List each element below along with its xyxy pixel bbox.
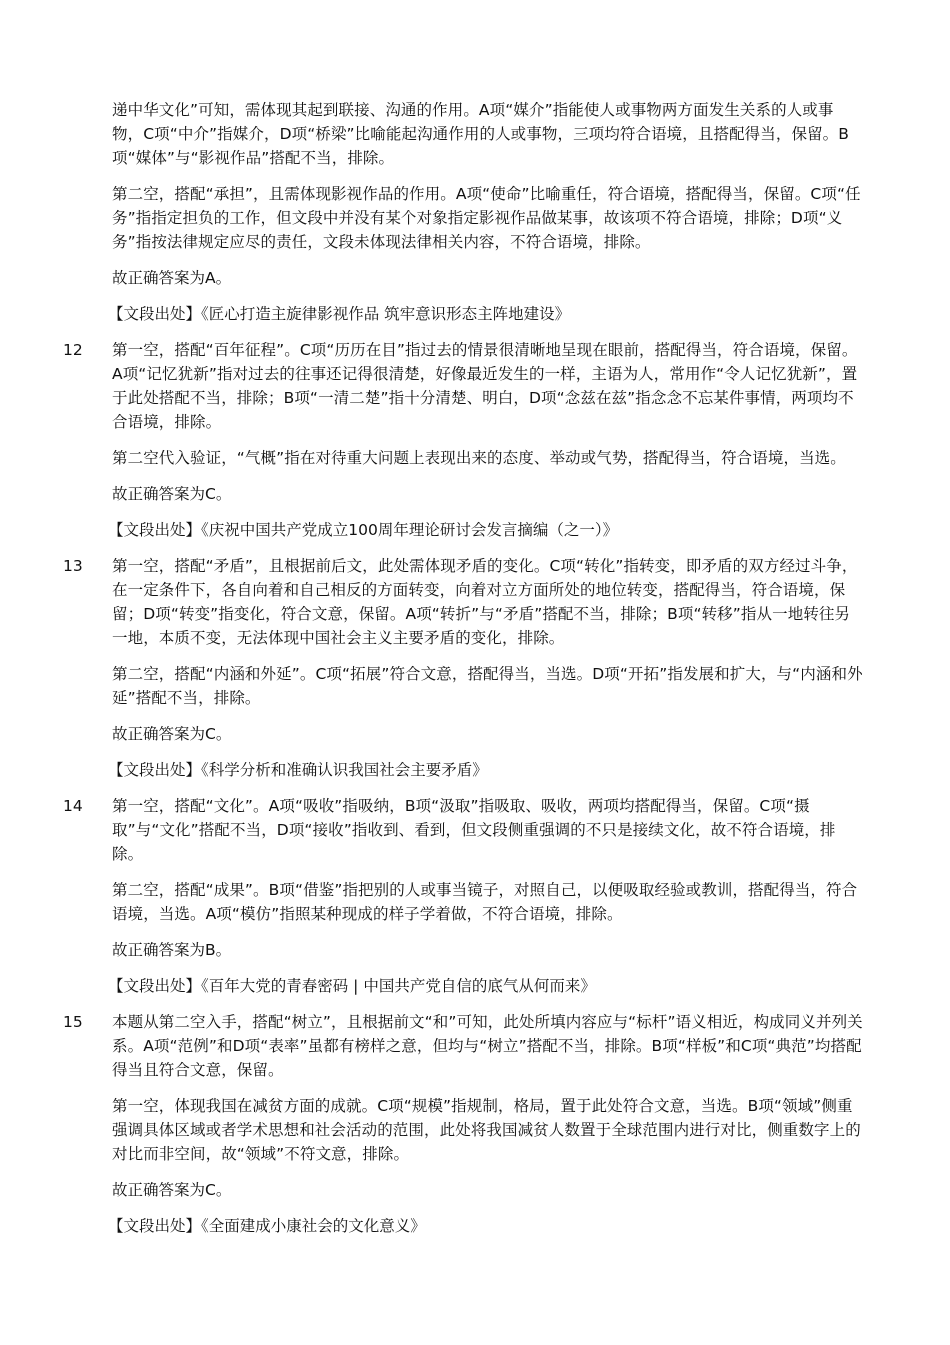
paragraph: 递中华文化”可知，需体现其起到联接、沟通的作用。A项“媒介”指能使人或事物两方面发生关系的人或事物，C项“中介”指媒介，D项“桥梁”比喻能起沟通作用的人或事物，三项均符合语境，且搭配得当，保留。B项“媒体”与“影视作品”搭配不当，排除。 bbox=[112, 101, 850, 167]
answer-line: 故正确答案为B。 bbox=[112, 941, 232, 959]
paragraph: 第二空，搭配“承担”，且需体现影视作品的作用。A项“使命”比喻重任，符合语境，搭配得当，保留。C项“任务”指指定担负的工作，但文段中并没有某个对象指定影视作品做某事，故该项不符合语境，排除；D项“义务”指按法律规定应尽的责任，文段未体现法律相关内容，不符合语境，排除。 bbox=[112, 185, 861, 251]
explanation-page bbox=[0, 98, 950, 1250]
question-block-11-continued bbox=[0, 98, 950, 326]
question-number: 14 bbox=[63, 797, 83, 815]
paragraph: 第二空，搭配“内涵和外延”。C项“拓展”符合文意，搭配得当，当选。D项“开拓”指发展和扩大，与“内涵和外延”搭配不当，排除。 bbox=[112, 665, 863, 707]
paragraph: 第一空，搭配“矛盾”，且根据前后文，此处需体现矛盾的变化。C项“转化”指转变，即矛盾的双方经过斗争，在一定条件下，各自向着和自己相反的方面转变，向着对立方面所处的地位转变，搭配得当，符合语境，保留；D项“转变”指变化，符合文意，保留。A项“转折”与“矛盾”搭配不当，排除；B项“转移”指从一地转往另一地，本质不变，无法体现中国社会主义主要矛盾的变化，排除。 bbox=[112, 557, 858, 647]
paragraph: 第二空，搭配“成果”。B项“借鉴”指把别的人或事当镜子，对照自己，以便吸取经验或教训，搭配得当，符合语境，当选。A项“模仿”指照某种现成的样子学着做，不符合语境，排除。 bbox=[112, 881, 858, 923]
source-line: 【文段出处】《全面建成小康社会的文化意义》 bbox=[108, 1217, 426, 1235]
paragraph: 第二空代入验证，“气概”指在对待重大问题上表现出来的态度、举动或气势，搭配得当，符合语境，当选。 bbox=[112, 449, 846, 467]
answer-line: 故正确答案为C。 bbox=[112, 725, 232, 743]
paragraph: 第一空，体现我国在减贫方面的成就。C项“规模”指规制，格局，置于此处符合文意，当选。B项“领域”侧重强调具体区域或者学术思想和社会活动的范围，此处将我国减贫人数置于全球范围内进行对比，侧重数字上的对比而非空间，故“领域”不符文意，排除。 bbox=[112, 1097, 861, 1163]
source-line: 【文段出处】《科学分析和准确认识我国社会主要矛盾》 bbox=[108, 761, 488, 779]
question-number: 12 bbox=[63, 341, 83, 359]
question-number: 13 bbox=[63, 557, 83, 575]
paragraph: 第一空，搭配“百年征程”。C项“历历在目”指过去的情景很清晰地呈现在眼前，搭配得当，符合语境，保留。A项“记忆犹新”指对过去的往事还记得很清楚，好像最近发生的一样，主语为人，常用作“令人记忆犹新”，置于此处搭配不当，排除；B项“一清二楚”指十分清楚、明白，D项“念兹在兹”指念念不忘某件事情，两项均不合语境，排除。 bbox=[112, 341, 858, 431]
paragraph: 本题从第二空入手，搭配“树立”，且根据前文“和”可知，此处所填内容应与“标杆”语义相近，构成同义并列关系。A项“范例”和D项“表率”虽都有榜样之意，但均与“树立”搭配不当，排除。B项“样板”和C项“典范”均搭配得当且符合文意，保留。 bbox=[112, 1013, 863, 1079]
question-number: 15 bbox=[63, 1013, 83, 1031]
answer-line: 故正确答案为A。 bbox=[112, 269, 232, 287]
question-block-15 bbox=[0, 1010, 950, 1238]
source-line: 【文段出处】《匠心打造主旋律影视作品 筑牢意识形态主阵地建设》 bbox=[108, 305, 571, 323]
source-line: 【文段出处】《百年大党的青春密码 | 中国共产党自信的底气从何而来》 bbox=[108, 977, 596, 995]
question-block-12 bbox=[0, 338, 950, 542]
answer-line: 故正确答案为C。 bbox=[112, 1181, 232, 1199]
source-line: 【文段出处】《庆祝中国共产党成立100周年理论研讨会发言摘编（之一）》 bbox=[108, 521, 619, 539]
question-block-14 bbox=[0, 794, 950, 998]
question-block-13 bbox=[0, 554, 950, 782]
paragraph: 第一空，搭配“文化”。A项“吸收”指吸纳，B项“汲取”指吸取、吸收，两项均搭配得当，保留。C项“摄取”与“文化”搭配不当，D项“接收”指收到、看到，但文段侧重强调的不只是接续文化，故不符合语境，排除。 bbox=[112, 797, 836, 863]
answer-line: 故正确答案为C。 bbox=[112, 485, 232, 503]
